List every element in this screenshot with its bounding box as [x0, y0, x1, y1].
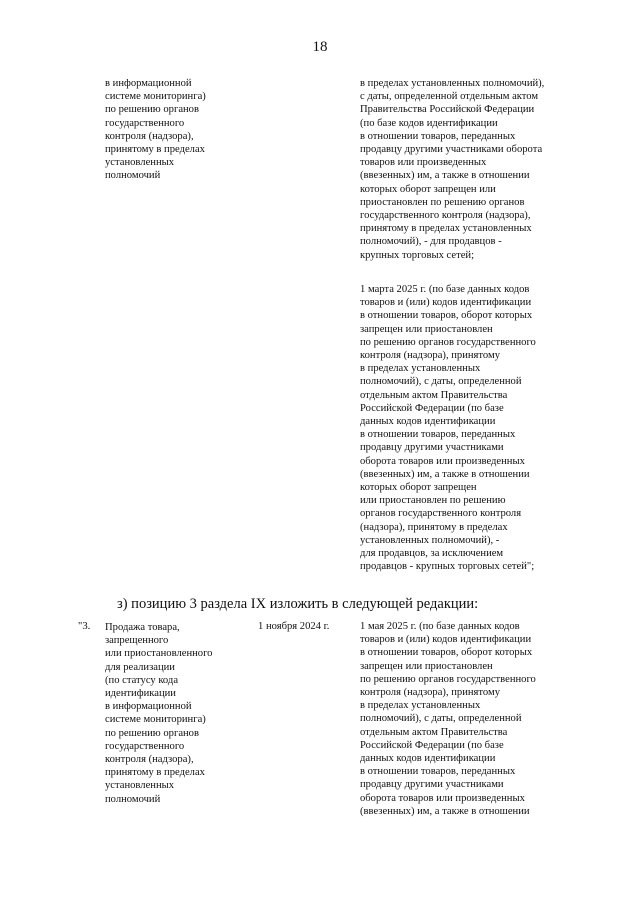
- position-number: "3.: [78, 621, 91, 632]
- continued-deadline-paragraph-2: 1 марта 2025 г. (по базе данных кодов товаров и (или) кодов идентификации в отношении товаров, оборот которых запрещен или приостановлен по решению органов государственного контроля (надзора), принятому в пределах установленных полномочий), с даты, определенной отдельным актом Правительства Российской Федерации (по базе данных кодов идентификации в отношении товаров, переданных продавцу другими участниками оборота товаров или произведенных (ввезенных) им, а также в отношении которых оборот запрещен или приостановлен по решению органов государственного контроля (надзора), принятому в пределах установленных полномочий), - для продавцов, за исключением продавцов - крупных торговых сетей";: [360, 284, 536, 573]
- page-number: 18: [312, 39, 328, 55]
- position-name: Продажа товара, запрещенного или приостановленного для реализации (по статусу кода идентификации в информационной системе мониторинга) по решению органов государственного контроля (надзора), принятому в пределах установленных полномочий: [105, 622, 213, 805]
- continued-deadline-paragraph-1: в пределах установленных полномочий), с даты, определенной отдельным актом Правительства Российской Федерации (по базе кодов идентификации в отношении товаров, переданных продавцу другими участниками оборота товаров или произведенных (ввезенных) им, а также в отношении которых оборот запрещен или приостановлен по решению органов государственного контроля (надзора), принятому в пределах установленных полномочий), - для продавцов - крупных торговых сетей;: [360, 78, 545, 261]
- position-start-date: 1 ноября 2024 г.: [258, 621, 330, 632]
- continued-position-name: в информационной системе мониторинга) по решению органов государственного контроля (надзора), принятому в пределах установленных полномочий: [105, 78, 206, 182]
- position-deadline-details: 1 мая 2025 г. (по базе данных кодов товаров и (или) кодов идентификации в отношении товаров, оборот которых запрещен или приостановлен по решению органов государственного контроля (надзора), принятому в пределах установленных полномочий), с даты, определенной отдельным актом Правительства Российской Федерации (по базе данных кодов идентификации в отношении товаров, переданных продавцу другими участниками оборота товаров или произведенных (ввезенных) им, а также в отношении: [360, 621, 536, 817]
- amendment-heading: з) позицию 3 раздела IX изложить в следующей редакции:: [117, 596, 479, 612]
